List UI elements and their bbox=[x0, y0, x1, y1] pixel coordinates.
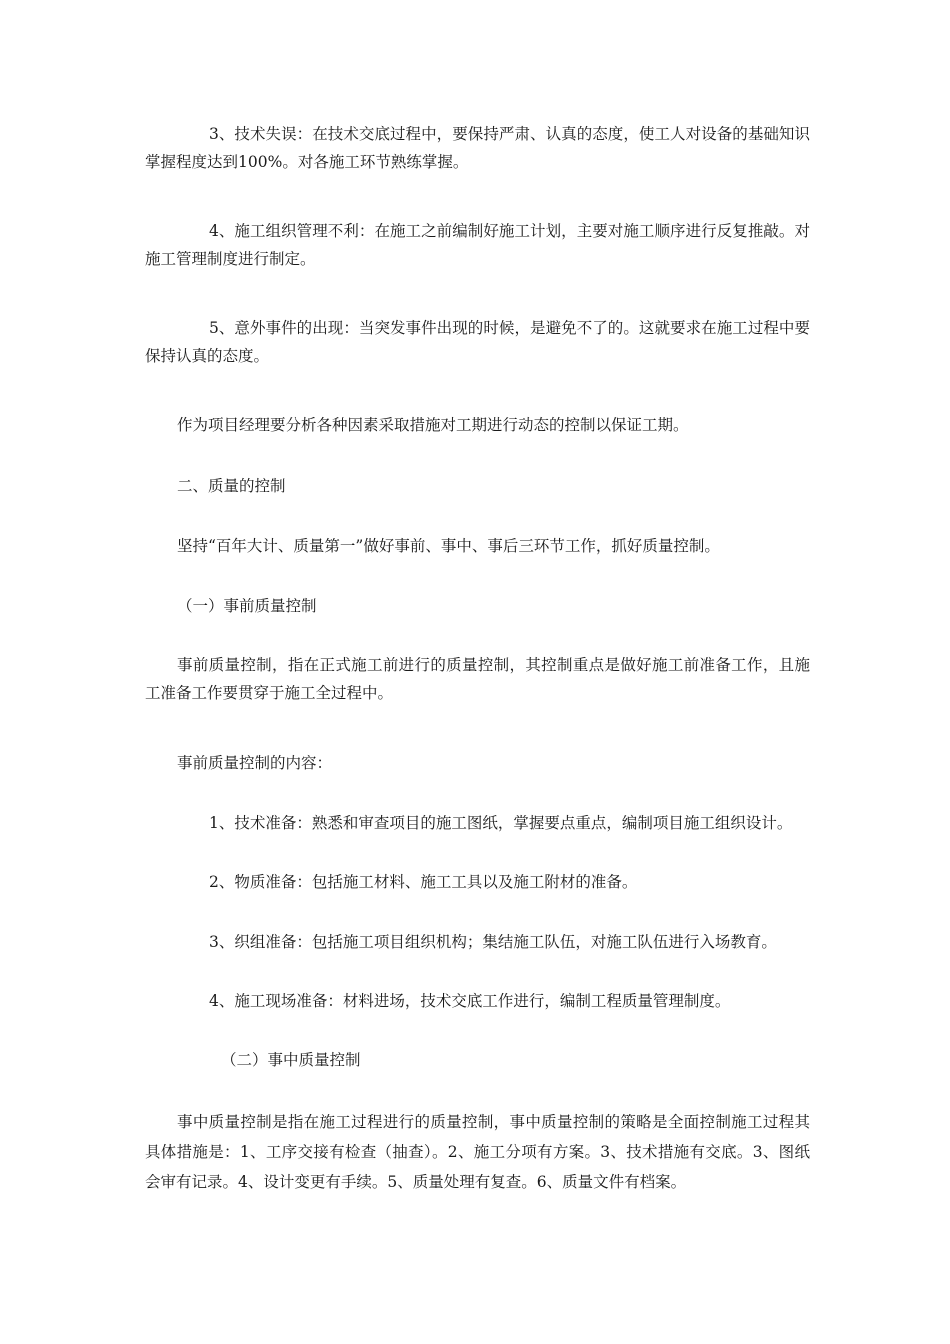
paragraph-text: 技术失误：在技术交底过程中，要保持严肃、认真的态度，使工人对设备的基础知识掌握程度达到100%。对各施工环节熟练掌握。 bbox=[145, 125, 810, 171]
paragraph-technical-error bbox=[145, 120, 810, 176]
list-number: 1、 bbox=[209, 814, 235, 832]
heading-text: 事中质量控制 bbox=[267, 1051, 361, 1069]
paragraph-text: 坚持“百年大计、质量第一”做好事前、事中、事后三环节工作，抓好质量控制。 bbox=[177, 537, 720, 555]
paragraph-text: 织组准备：包括施工项目组织机构；集结施工队伍，对施工队伍进行入场教育。 bbox=[234, 933, 777, 951]
paragraph-text: 事前质量控制，指在正式施工前进行的质量控制，其控制重点是做好施工前准备工作，且施工准备工作要贯穿于施工全过程中。 bbox=[145, 656, 810, 702]
paragraph-pre-control-definition bbox=[145, 651, 810, 707]
list-number: 3、 bbox=[209, 933, 235, 951]
list-number: 5、 bbox=[209, 319, 235, 337]
list-item-organization-prep bbox=[145, 928, 810, 956]
heading-text: （一）事前质量控制 bbox=[177, 597, 317, 615]
heading-text: 二、质量的控制 bbox=[177, 477, 286, 495]
list-number: 2、 bbox=[209, 873, 235, 891]
heading-number: （二） bbox=[221, 1051, 268, 1069]
paragraph-management-issue bbox=[145, 217, 810, 273]
list-item-technical-prep bbox=[145, 809, 810, 837]
paragraph-pre-control-contents bbox=[145, 749, 810, 777]
paragraph-text: 意外事件的出现：当突发事件出现的时候，是避免不了的。这就要求在施工过程中要保持认真的态度。 bbox=[145, 319, 810, 365]
subheading-in-process-quality-control bbox=[145, 1046, 810, 1074]
paragraph-text: 技术准备：熟悉和审查项目的施工图纸，掌握要点重点，编制项目施工组织设计。 bbox=[234, 814, 793, 832]
list-number: 4、 bbox=[209, 992, 235, 1010]
paragraph-text: 施工现场准备：材料进场，技术交底工作进行，编制工程质量管理制度。 bbox=[234, 992, 731, 1010]
paragraph-project-manager bbox=[145, 411, 810, 439]
subheading-pre-quality-control bbox=[145, 592, 810, 620]
list-item-site-prep bbox=[145, 987, 810, 1015]
paragraph-quality-first bbox=[145, 532, 810, 560]
paragraph-text: 物质准备：包括施工材料、施工工具以及施工附材的准备。 bbox=[234, 873, 638, 891]
list-number: 4、 bbox=[209, 222, 235, 240]
paragraph-text: 事前质量控制的内容： bbox=[177, 754, 333, 772]
paragraph-in-process-control bbox=[145, 1107, 810, 1197]
paragraph-text: 施工组织管理不利：在施工之前编制好施工计划，主要对施工顺序进行反复推敲。对施工管理制度进行制定。 bbox=[145, 222, 810, 268]
section-heading-quality-control bbox=[145, 472, 810, 500]
paragraph-unexpected-event bbox=[145, 314, 810, 370]
list-number: 3、 bbox=[209, 125, 235, 143]
paragraph-text: 作为项目经理要分析各种因素采取措施对工期进行动态的控制以保证工期。 bbox=[177, 416, 689, 434]
list-item-material-prep bbox=[145, 868, 810, 896]
paragraph-text: 事中质量控制是指在施工过程进行的质量控制，事中质量控制的策略是全面控制施工过程其具体措施是：1、工序交接有检查（抽查）。2、施工分项有方案。3、技术措施有交底。3、图纸会审有记录。4、设计变更有手续。5、质量处理有复查。6、质量文件有档案。 bbox=[145, 1113, 810, 1191]
